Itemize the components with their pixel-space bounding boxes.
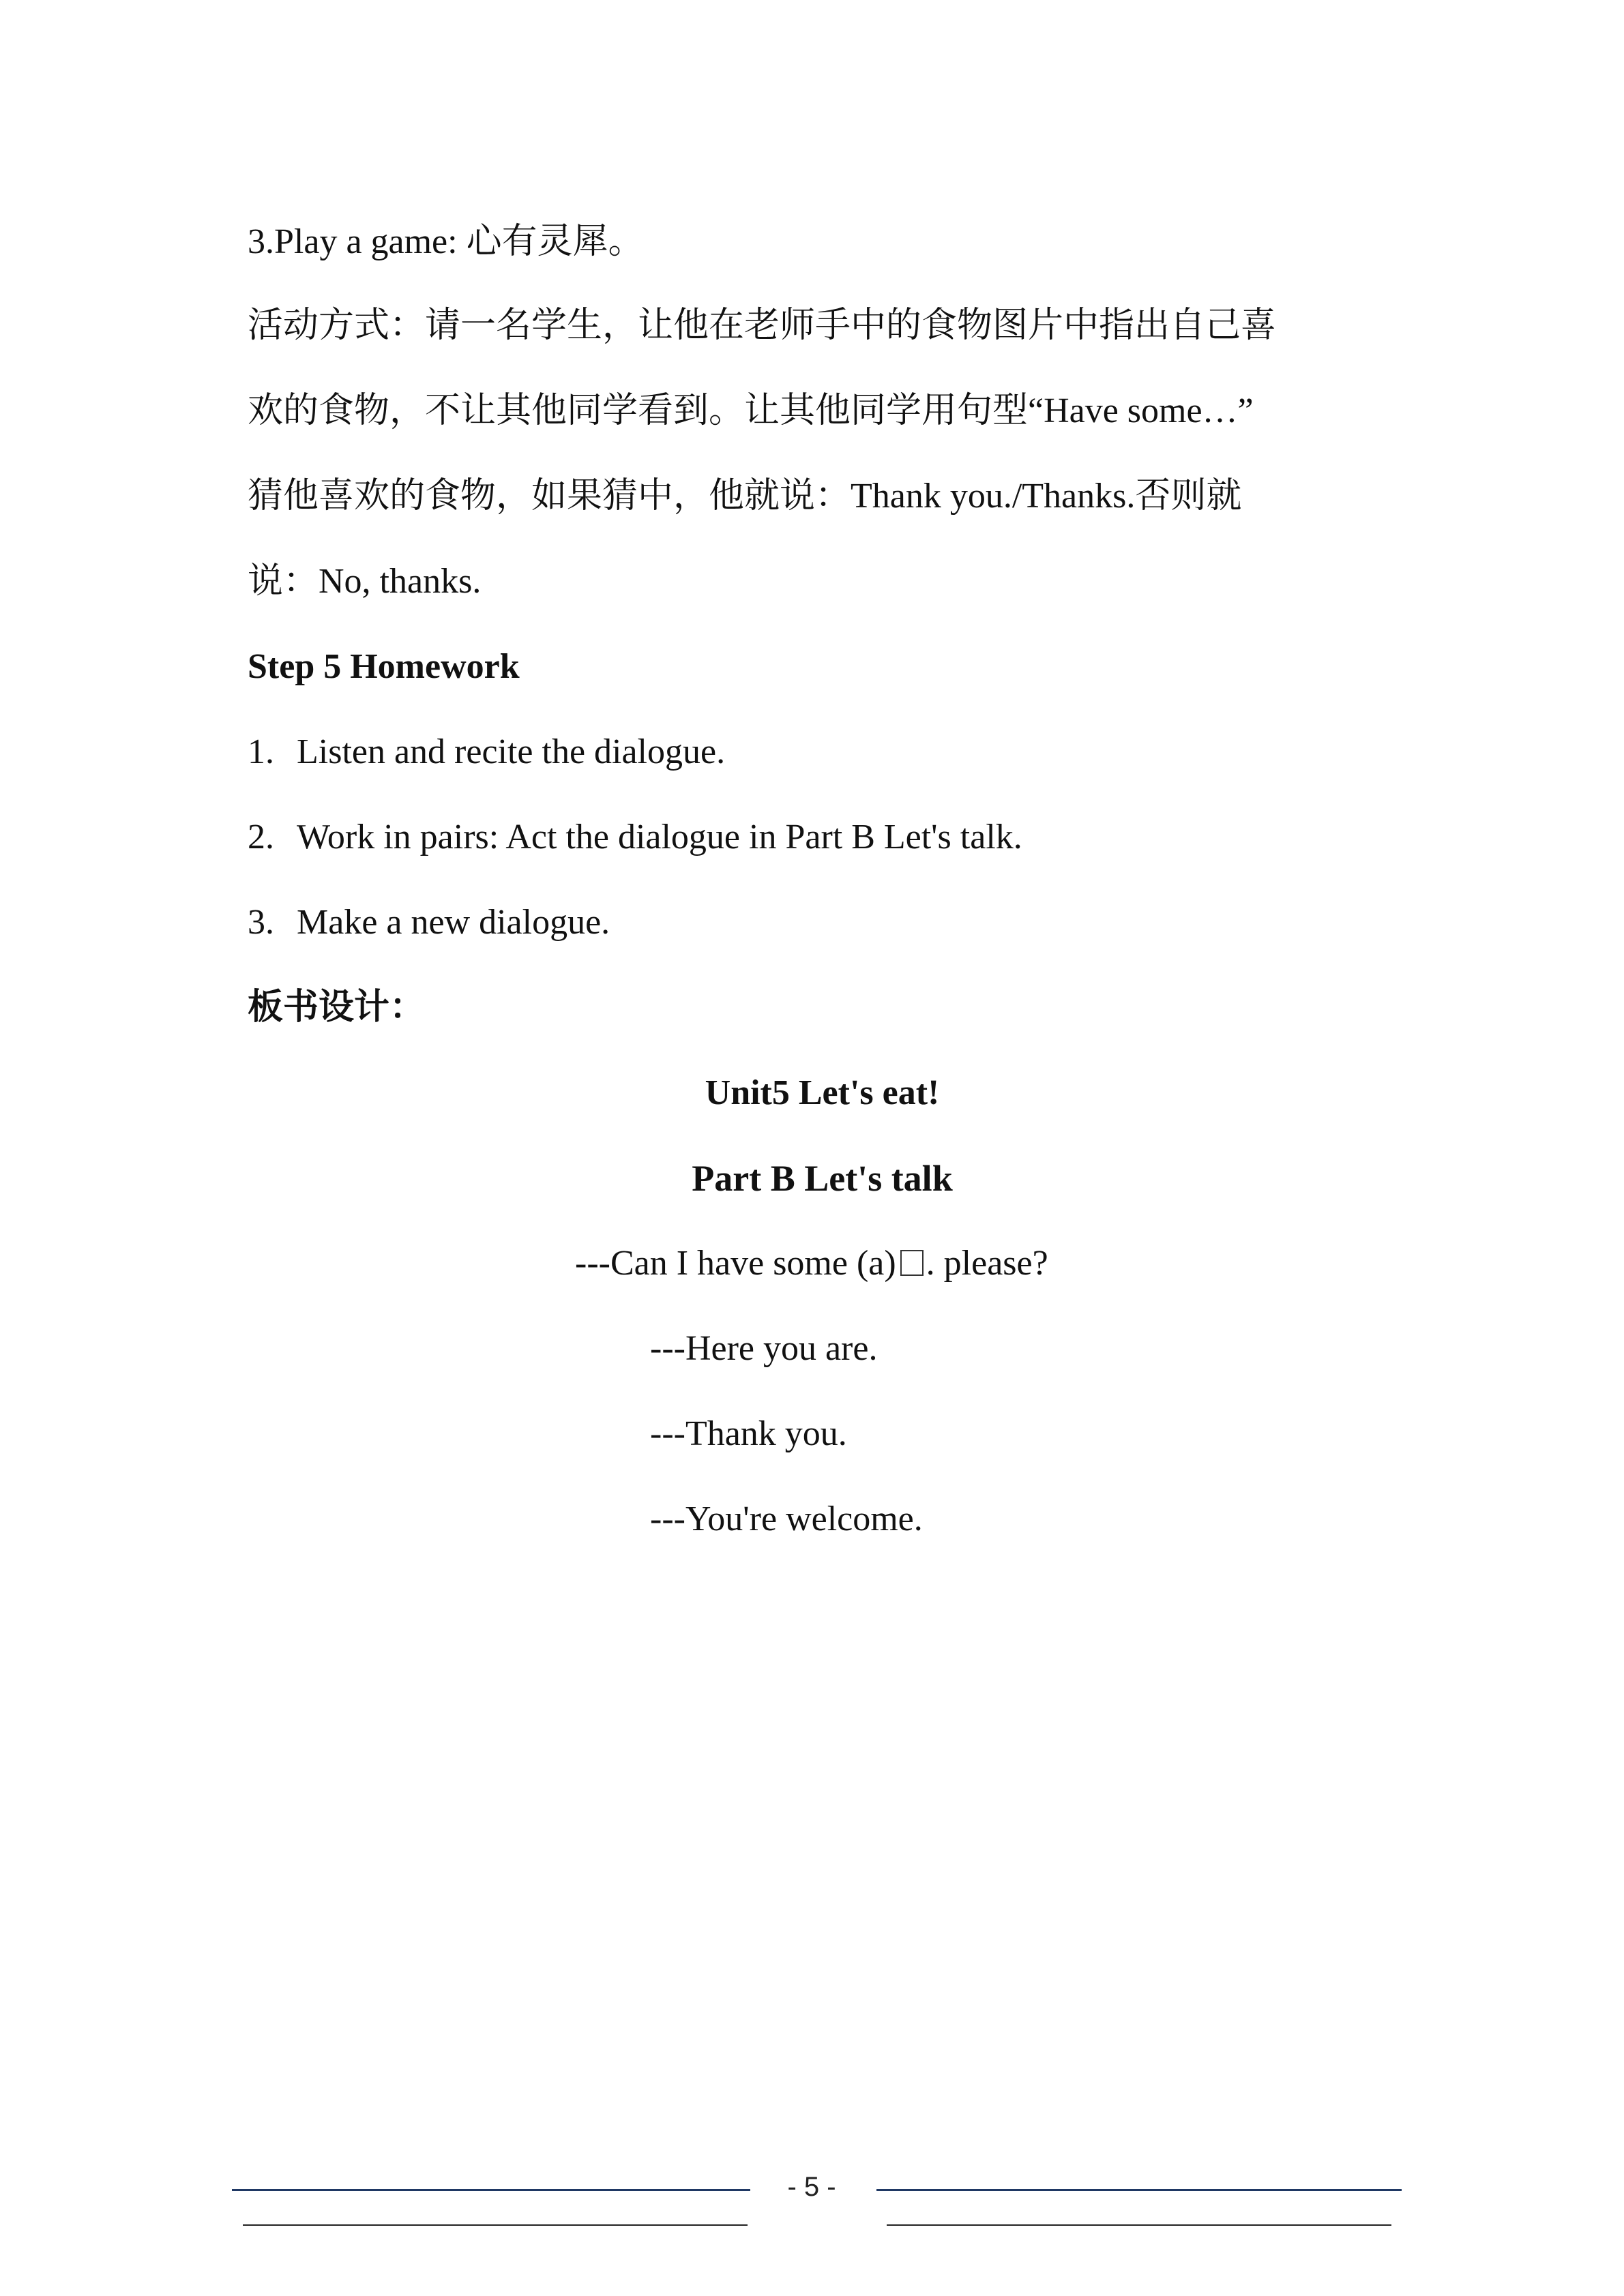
- step5-heading: Step 5 Homework: [248, 647, 520, 686]
- board-line-2: ---Here you are.: [650, 1329, 878, 1368]
- homework-text: Work in pairs: Act the dialogue in Part B Let's talk.: [297, 818, 1022, 856]
- blank-box: [900, 1250, 924, 1276]
- footer-rule-right-bottom: [887, 2224, 1391, 2226]
- homework-item-2: [248, 814, 1022, 861]
- board-line-1-start: ---Can I have some (a): [575, 1244, 896, 1283]
- homework-text: Make a new dialogue.: [297, 903, 610, 942]
- homework-number: 2.: [248, 818, 274, 856]
- homework-item-3: [248, 899, 610, 946]
- board-design-heading: 板书设计：: [248, 988, 426, 1027]
- homework-number: 1.: [248, 732, 274, 771]
- homework-text: Listen and recite the dialogue.: [297, 732, 726, 771]
- homework-item-1: [248, 728, 725, 776]
- board-line-1: [575, 1240, 1048, 1287]
- page-number: - 5 -: [787, 2172, 836, 2202]
- activity-line-2: 欢的食物，不让其他同学看到。让其他同学用句型“Have some…”: [248, 391, 1254, 430]
- footer-rule-left-bottom: [243, 2224, 748, 2226]
- board-part-title: Part B Let's talk: [692, 1158, 953, 1199]
- board-line-1-end: . please?: [926, 1244, 1048, 1283]
- game-line: 3.Play a game: 心有灵犀。: [248, 222, 644, 261]
- homework-number: 3.: [248, 903, 274, 942]
- board-line-4: ---You're welcome.: [650, 1500, 923, 1538]
- board-line-3: ---Thank you.: [650, 1414, 847, 1453]
- footer-rule-right-top: [876, 2189, 1402, 2191]
- activity-line-1: 活动方式：请一名学生，让他在老师手中的食物图片中指出自己喜: [248, 306, 1277, 345]
- board-unit-title: Unit5 Let's eat!: [705, 1073, 940, 1112]
- activity-line-4: 说：No, thanks.: [248, 562, 482, 601]
- activity-line-3: 猜他喜欢的食物，如果猜中，他就说：Thank you./Thanks.否则就: [248, 477, 1242, 516]
- footer-rule-left-top: [232, 2189, 750, 2191]
